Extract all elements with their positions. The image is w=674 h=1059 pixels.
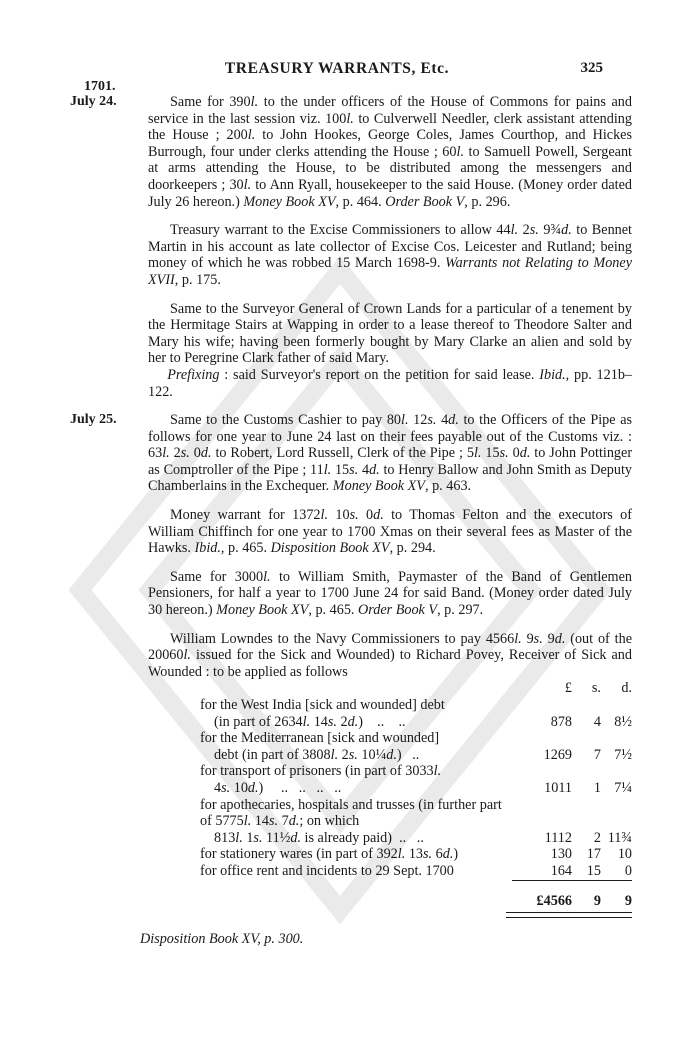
schedule-row xyxy=(148,763,632,796)
warrant-entry xyxy=(148,507,632,557)
year-label: 1701. xyxy=(84,79,116,94)
warrant-entry xyxy=(148,222,632,288)
schedule-row xyxy=(148,846,632,863)
schedule-row xyxy=(148,697,632,730)
schedule-item-description: for the Mediterranean [sick and wounded] debt (in part of 3808l. 2s. 10¼d.) .. xyxy=(200,730,440,763)
entry-date: July 24. xyxy=(70,94,117,109)
total-pence: 9 xyxy=(624,892,632,909)
schedule-pounds: 1112 xyxy=(544,829,572,846)
schedule-pounds: 878 xyxy=(550,713,572,730)
warrant-entry xyxy=(70,94,632,210)
double-rule xyxy=(506,912,632,918)
entry-text: Same for 390l. to the under officers of the House of Commons for pains and service in the last session viz. 100l. to Culverwell Needler, clerk assistant attending the House ; 200l. to John Hookes, George Coles, James Courthop, and Hickes Burrough, four under clerks attending the House ; 60l. to Samuell Powell, Sergeant at arms attending the House, to be distributed among the messengers and doorkeepers ; 30l. to Ann Ryall, housekeeper to the said House. (Money order dated July 26 hereon.) Money Book XV, p. 464. Order Book V, p. 296. xyxy=(148,94,632,210)
page-number: 325 xyxy=(580,60,603,76)
closing-reference: Disposition Book XV, p. 300. xyxy=(140,931,304,948)
schedule-pence: 11¾ xyxy=(607,829,632,846)
schedule-item-description: for transport of prisoners (in part of 3033l. 4s. 10d.) .. .. .. .. xyxy=(200,763,442,796)
entry-text: William Lowndes to the Navy Commissioners to pay 4566l. 9s. 9d. (out of the 20060l. issued for the Sick and Wounded) to Richard Povey, Receiver of Sick and Wounded : to be applied as follows xyxy=(148,630,632,680)
schedule-item-description: for stationery wares (in part of 392l. 13s. 6d.) xyxy=(200,846,459,863)
schedule-shillings: 7 xyxy=(593,746,601,763)
entry-text: Same to the Surveyor General of Crown Lands for a particular of a tenement by the Hermitage Stairs at Wapping in order to a lease thereof to Theodore Salter and Mary his wife; having been formerly bought by Mary Clarke an alien and sold by her to Peregrine Clark father of said Mary. xyxy=(148,300,632,367)
schedule-row xyxy=(148,730,632,763)
schedule-item-description: for office rent and incidents to 29 Sept. 1700 xyxy=(200,863,454,880)
entry-text: Money warrant for 1372l. 10s. 0d. to Thomas Felton and the executors of William Chiffinch for one year to 1700 Xmas on their several fees as Master of the Hawks. Ibid., p. 465. Disposition Book XV, p. 294. xyxy=(148,507,632,557)
column-header-pounds: £ xyxy=(564,680,572,697)
column-header-shillings: s. xyxy=(591,680,601,697)
schedule-pounds: 164 xyxy=(550,862,572,879)
warrant-entry xyxy=(148,569,632,619)
schedule-total-row xyxy=(148,887,632,910)
entry-date: July 25. xyxy=(70,412,117,428)
main-content xyxy=(70,94,633,948)
column-header-pence: d. xyxy=(621,680,632,697)
total-pounds: £4566 xyxy=(536,892,572,909)
entry-text: Treasury warrant to the Excise Commissioners to allow 44l. 2s. 9¾d. to Bennet Martin in his account as late collector of Excise Cos. Leicester and Rutland; being money of which he was robbed 15 March 1698-9. Warrants not Relating to Money XVII, p. 175. xyxy=(148,222,632,288)
entry-list xyxy=(70,94,633,680)
schedule-shillings: 2 xyxy=(593,829,601,846)
schedule-pounds: 1011 xyxy=(544,779,572,796)
schedule-header-row xyxy=(148,680,632,697)
schedule-shillings: 4 xyxy=(593,713,601,730)
warrant-entry xyxy=(70,412,633,495)
running-title: TREASURY WARRANTS, Etc. xyxy=(224,60,450,77)
payment-schedule xyxy=(148,680,632,917)
entry-text: Same to the Customs Cashier to pay 80l. 12s. 4d. to the Officers of the Pipe as follows for one year to June 24 last on their fees payable out of the Customs viz. : 63l. 2s. 0d. to Robert, Lord Russell, Clerk of the Pipe ; 5l. 15s. 0d. to John Pottinger as Comptroller of the Pipe ; 11l. 15s. 4d. to Henry Ballow and John Smith as Deputy Chamberlains in the Exchequer. Money Book XV, p. 463. xyxy=(148,412,633,495)
schedule-shillings: 1 xyxy=(593,779,601,796)
schedule-item-description: for apothecaries, hospitals and trusses (in further part of 5775l. 14s. 7d.; on which 813l. 1s. 11½d. is already paid) .. .. xyxy=(200,796,502,846)
schedule-item-description: for the West India [sick and wounded] debt (in part of 2634l. 14s. 2d.) .. .. xyxy=(200,697,445,730)
schedule-shillings: 17 xyxy=(586,846,601,863)
schedule-pounds: 1269 xyxy=(543,746,572,763)
schedule-pence: 7¼ xyxy=(614,779,632,796)
warrant-entry xyxy=(148,301,632,401)
warrant-entry xyxy=(148,631,632,681)
schedule-shillings: 15 xyxy=(586,862,601,879)
entry-note: Prefixing : said Surveyor's report on the petition for said lease. Ibid., pp. 121b–122. xyxy=(148,366,633,400)
schedule-row xyxy=(148,797,632,847)
schedule-pence: 10 xyxy=(617,846,632,863)
total-shillings: 9 xyxy=(593,892,601,909)
entry-text: Same for 3000l. to William Smith, Paymaster of the Band of Gentlemen Pensioners, for half a year to 1700 June 24 for said Band. (Money order dated July 30 hereon.) Money Book XV, p. 465. Order Book V, p. 297. xyxy=(148,568,632,619)
schedule-row xyxy=(148,863,632,880)
schedule-pounds: 130 xyxy=(550,846,572,863)
schedule-pence: 0 xyxy=(624,862,632,879)
schedule-pence: 7½ xyxy=(614,746,632,763)
schedule-pence: 8½ xyxy=(614,713,632,730)
